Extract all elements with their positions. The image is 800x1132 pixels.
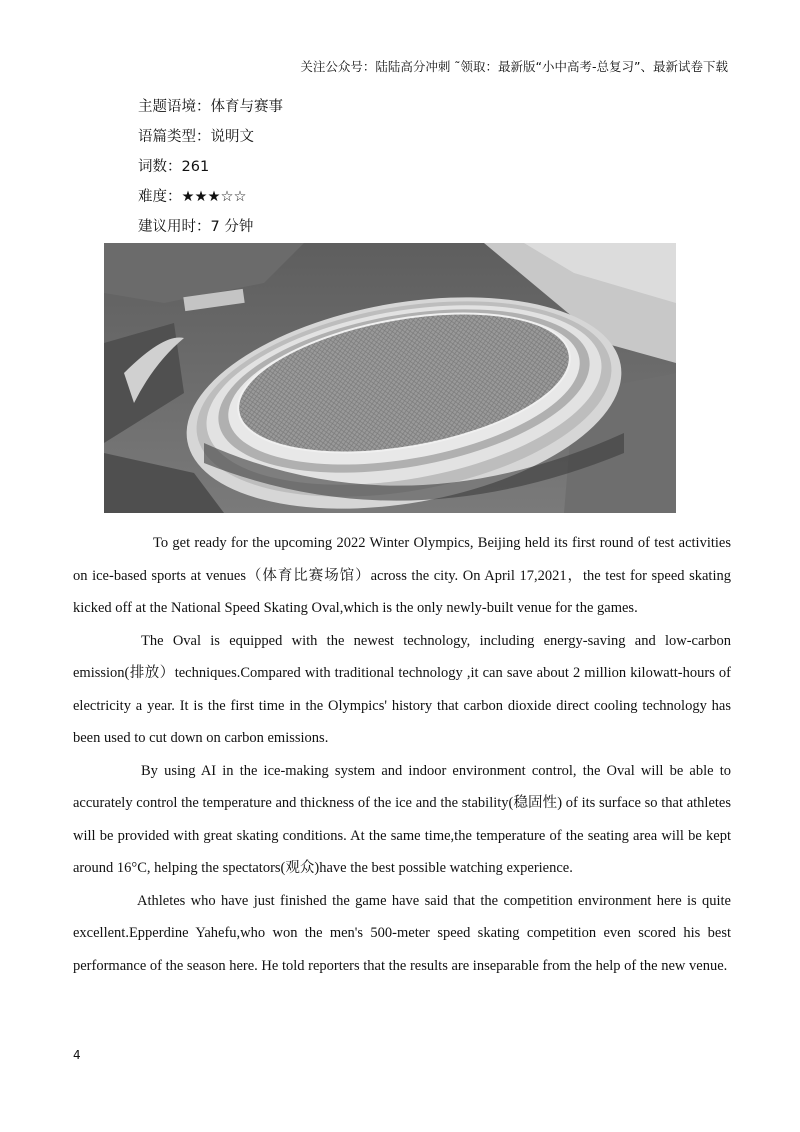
page-header: 关注公众号：陆陆高分冲刺 ˜领取：最新版“小中高考-总复习”、最新试卷下载: [300, 59, 728, 74]
meta-word-count: 词数：261: [138, 159, 210, 175]
meta-difficulty: 难度：★★★☆☆: [138, 189, 247, 205]
passage-body: [73, 527, 731, 982]
paragraph-2: The Oval is equipped with the newest technology, including energy-saving and low-carbon emission(排放）techniques.Compared with traditional technology ,it can save about 2 million kilowatt-hours of electricity a year. It is the first time in the Olympics' history that carbon dioxide direct cooling technology has been used to cut down on carbon emissions.: [73, 632, 731, 746]
meta-genre: 语篇类型：说明文: [138, 129, 254, 145]
speed-skating-oval-photo: [104, 243, 676, 513]
paragraph-4: Athletes who have just finished the game have said that the competition environment here is quite excellent.Epperdine Yahefu,who won the men's 500-meter speed skating competition even scored his best performance of the season here. He told reporters that the results are inseparable from the help of the new venue.: [73, 892, 731, 974]
meta-time: 建议用时：7 分钟: [138, 219, 254, 235]
page-number: 4: [73, 1048, 81, 1062]
paragraph-3: By using AI in the ice-making system and indoor environment control, the Oval will be able to accurately control the temperature and thickness of the ice and the stability(稳固性) of its surface so that athletes will be provided with great skating conditions. At the same time,the temperature of the seating area will be kept around 16°C, helping the spectators(观众)have the best possible watching experience.: [73, 762, 731, 876]
meta-topic: 主题语境：体育与赛事: [138, 99, 283, 115]
oval-venue-illustration: [104, 243, 676, 513]
passage-meta: [138, 96, 283, 246]
paragraph-1: To get ready for the upcoming 2022 Winter Olympics, Beijing held its first round of test activities on ice-based sports at venues（体育比赛场馆）across the city. On April 17,2021，the test for speed skating kicked off at the National Speed Skating Oval,which is the only newly-built venue for the games.: [73, 535, 731, 616]
